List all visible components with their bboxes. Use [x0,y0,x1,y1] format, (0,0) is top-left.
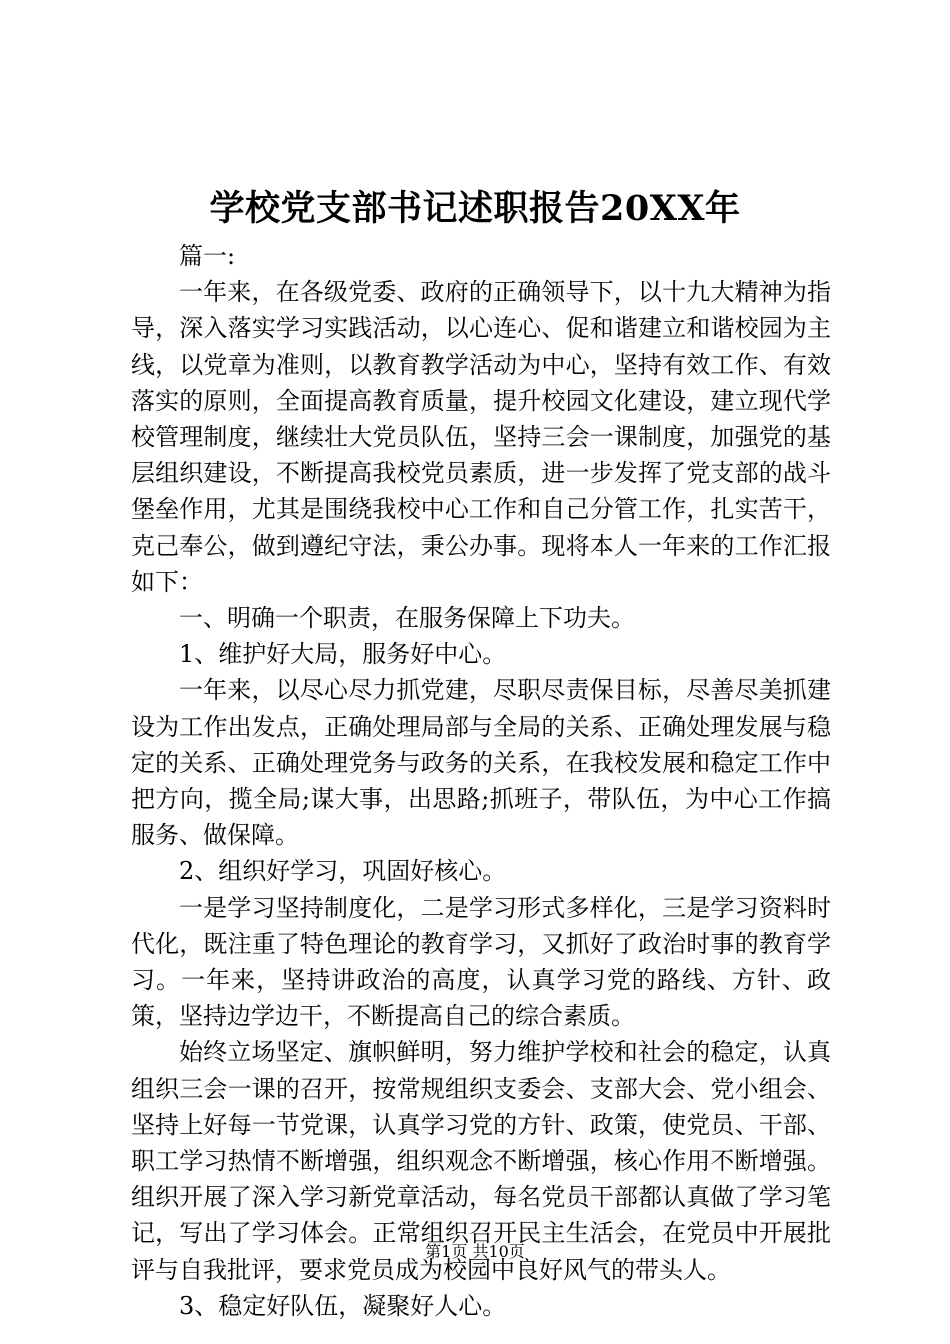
subsection-heading: 3、稳定好队伍，凝聚好人心。 [179,1291,507,1320]
paragraph: 篇一: [179,242,236,270]
paragraph: 一是学习坚持制度化，二是学习形式多样化，三是学习资料时代化，既注重了特色理论的教育学习，又抓好了政治时事的教育学习。一年来，坚持讲政治的高度，认真学习党的路线、方针、政策，坚持边学边干，不断提高自己的综合素质。 [131,893,831,1031]
subsection-heading: 1、维护好大局，服务好中心。 [179,640,507,669]
section-heading: 一、明确一个职责，在服务保障上下功夫。 [179,604,635,633]
document-body [131,238,831,1324]
page-footer: 第1页 共10页 [425,1242,525,1261]
paragraph: 一年来，以尽心尽力抓党建，尽职尽责保目标，尽善尽美抓建设为工作出发点，正确处理局部与全局的关系、正确处理发展与稳定的关系、正确处理党务与政务的关系，在我校发展和稳定工作中把方向，揽全局;谋大事，出思路;抓班子，带队伍，为中心工作搞服务、做保障。 [131,676,831,850]
paragraph: 始终立场坚定、旗帜鲜明，努力维护学校和社会的稳定，认真组织三会一课的召开，按常规组织支委会、支部大会、党小组会、坚持上好每一节党课，认真学习党的方针、政策，使党员、干部、职工学习热情不断增强，组织观念不断增强，核心作用不断增强。组织开展了深入学习新党章活动，每名党员干部都认真做了学习笔记，写出了学习体会。正常组织召开民主生活会，在党员中开展批评与自我批评，要求党员成为校园中良好风气的带头人。 [131,1038,831,1284]
subsection-heading: 2、组织好学习，巩固好核心。 [179,857,507,886]
document-title: 学校党支部书记述职报告20XX年 [209,188,741,229]
paragraph: 一年来，在各级党委、政府的正确领导下，以十九大精神为指导，深入落实学习实践活动，以心连心、促和谐建立和谐校园为主线，以党章为准则，以教育教学活动为中心，坚持有效工作、有效落实的原则，全面提高教育质量，提升校园文化建设，建立现代学校管理制度，继续壮大党员队伍，坚持三会一课制度，加强党的基层组织建设，不断提高我校党员素质，进一步发挥了党支部的战斗堡垒作用，尤其是围绕我校中心工作和自己分管工作，扎实苦干，克己奉公，做到遵纪守法，秉公办事。现将本人一年来的工作汇报如下： [131,278,831,596]
